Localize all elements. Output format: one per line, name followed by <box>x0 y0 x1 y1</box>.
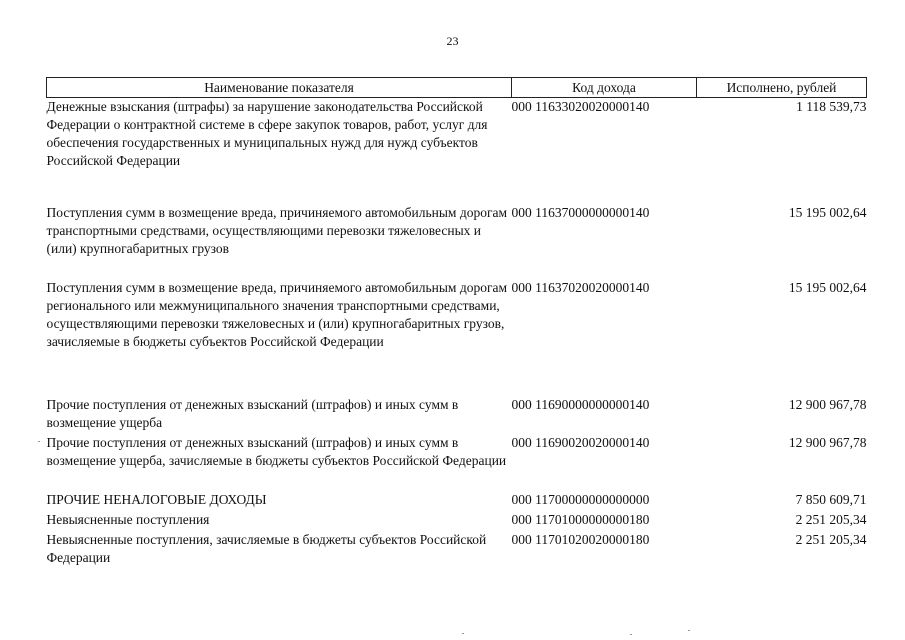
scan-speck <box>688 630 690 631</box>
scan-speck <box>462 633 464 634</box>
table-row <box>47 279 867 396</box>
row-code: 000 11633020020000140 <box>511 99 650 114</box>
row-amount: 7 850 609,71 <box>795 491 867 507</box>
table-row <box>47 491 867 511</box>
row-name: Прочие поступления от денежных взысканий (штрафов) и иных сумм в возмещение ущерба <box>46 396 459 430</box>
row-name: ПРОЧИЕ НЕНАЛОГОВЫЕ ДОХОДЫ <box>46 491 267 507</box>
table-row <box>47 396 867 434</box>
row-code: 000 11637000000000140 <box>511 204 650 220</box>
row-amount: 12 900 967,78 <box>788 434 867 450</box>
table-row <box>47 98 867 204</box>
scan-speck <box>38 441 40 442</box>
header-row <box>47 78 867 98</box>
row-amount: 15 195 002,64 <box>788 204 867 220</box>
header-name: Наименование показателя <box>47 78 512 98</box>
scan-speck <box>630 634 632 635</box>
row-code: 000 11637020020000140 <box>511 279 650 295</box>
row-amount: 1 118 539,73 <box>796 99 867 114</box>
page-number: 23 <box>446 34 459 48</box>
header-code: Код дохода <box>512 78 697 98</box>
row-code: 000 11690020020000140 <box>511 434 650 450</box>
row-code: 000 11690000000000140 <box>511 396 650 412</box>
row-name: Невыясненные поступления, зачисляемые в бюджеты субъектов Российской Федерации <box>46 531 487 565</box>
row-code: 000 11701020020000180 <box>511 531 650 547</box>
header-amount: Исполнено, рублей <box>697 78 867 98</box>
table-row <box>47 511 867 531</box>
row-name: Поступления сумм в возмещение вреда, причиняемого автомобильным дорогам регионального или межмуниципального значения транспортными средствами, осуществляющими перевозки тяжеловесных и (или) крупногабаритных грузов, зачисляемые в бюджеты субъектов Российской Федерации <box>46 279 508 349</box>
table-header <box>47 78 867 98</box>
row-amount: 15 195 002,64 <box>788 279 867 295</box>
table-row <box>47 204 867 279</box>
table-row <box>47 531 867 569</box>
row-name: Поступления сумм в возмещение вреда, причиняемого автомобильным дорогам транспортными средствами, осуществляющими перевозки тяжеловесных и (или) крупногабаритных грузов <box>46 204 508 256</box>
row-amount: 2 251 205,34 <box>795 511 867 527</box>
row-code: 000 11701000000000180 <box>511 511 650 527</box>
row-name: Невыясненные поступления <box>46 511 210 527</box>
revenue-table <box>46 77 867 569</box>
row-name: Денежные взыскания (штрафы) за нарушение законодательства Российской Федерации о контрактной системе в сфере закупок товаров, работ, услуг для обеспечения государственных и муниципальных нужд для нужд субъектов Российской Федерации <box>46 99 488 168</box>
table-body <box>47 98 867 569</box>
row-amount: 12 900 967,78 <box>788 396 867 412</box>
row-name: Прочие поступления от денежных взысканий (штрафов) и иных сумм в возмещение ущерба, зачисляемые в бюджеты субъектов Российской Федерации <box>46 434 507 468</box>
row-code: 000 11700000000000000 <box>511 491 650 507</box>
table-row <box>47 434 867 491</box>
row-amount: 2 251 205,34 <box>795 531 867 547</box>
